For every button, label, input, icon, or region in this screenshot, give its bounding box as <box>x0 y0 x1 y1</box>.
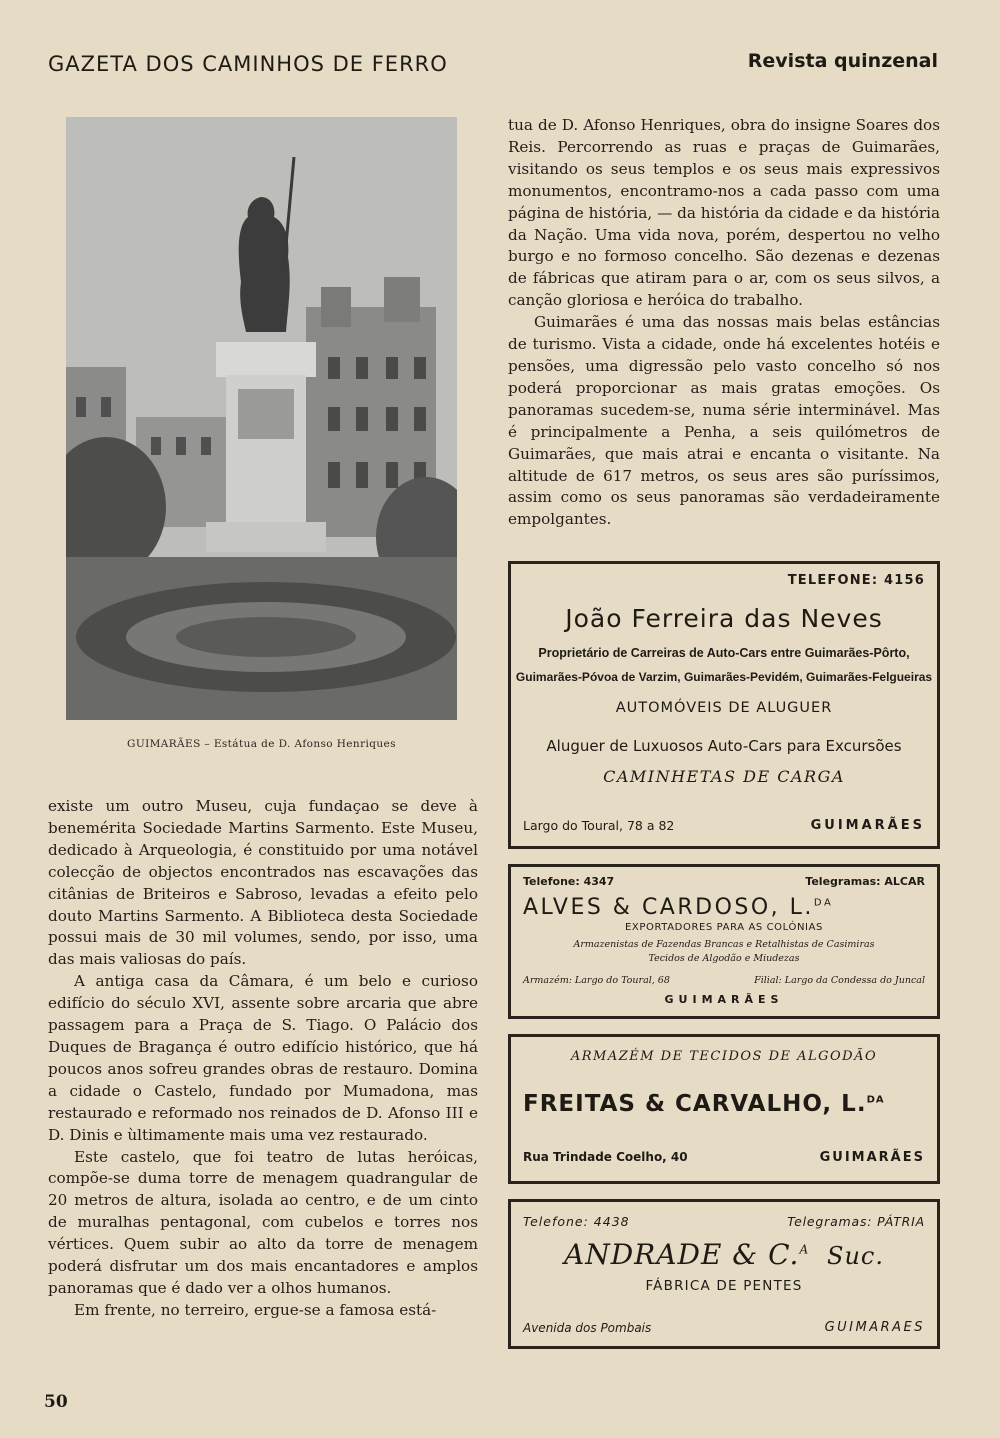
ad-freitas-carvalho <box>508 1034 940 1184</box>
page-number: 50 <box>44 1392 68 1412</box>
ad2-name-sup: DA <box>813 897 834 909</box>
ad1-line3: AUTOMÓVEIS DE ALUGUER <box>615 700 833 716</box>
ad3-name-sup: DA <box>866 1094 885 1106</box>
ad4-name <box>511 1238 937 1271</box>
ad1-line4: Aluguer de Luxuosos Auto-Cars para Excursões <box>546 737 902 755</box>
left-paragraph-4: Em frente, no terreiro, ergue-se a famosa está- <box>74 1300 437 1319</box>
ad2-line1: EXPORTADORES PARA AS COLÓNIAS <box>625 922 823 933</box>
ad1-address: Largo do Toural, 78 a 82 <box>523 818 675 833</box>
left-paragraph-2: A antiga casa da Câmara, é um belo e curioso edifício do século XVI, assente sobre arcaria que abre passagem para a Praça de S. Tiago. O Palácio dos Duques de Bragança é outro edifício histórico, que há poucos anos sofreu grandes obras de restauro. Domina a cidade o Castelo, fundado por Mumadona, mas restaurado e reformado nos reinados de D. Afonso III e D. Dinis e ùltimamente mais uma vez restaurado. <box>48 972 478 1144</box>
photo-caption: GUIMARÃES – Estátua de D. Afonso Henriques <box>127 738 396 750</box>
left-paragraph-1: existe um outro Museu, cuja fundaçao se deve à benemérita Sociedade Martins Sarmento. Este Museu, dedicado à Arqueologia, é constituido por uma notável colecção de objectos encontrados nas escavações das citânias de Briteiros e Sabroso, levadas a efeito pelo douto Martins Sarmento. A Biblioteca desta Sociedade possui mais de 30 mil volumes, sendo, por isso, uma das mais valiosas do país. <box>48 797 478 969</box>
ad2-phone: Telefone: 4347 <box>523 875 615 888</box>
ad-joao-ferreira <box>508 561 940 849</box>
ad2-name <box>523 895 833 920</box>
ad3-line1: ARMAZÉM DE TECIDOS DE ALGODÃO <box>570 1049 878 1064</box>
ad2-line3: Tecidos de Algodão e Miudezas <box>648 953 800 964</box>
right-column <box>508 115 940 531</box>
ad3-name-text: FREITAS & CARVALHO, L. <box>523 1091 867 1117</box>
ad2-warehouse: Armazém: Largo do Toural, 68 <box>523 975 670 986</box>
ad4-address: Avenida dos Pombais <box>523 1321 652 1335</box>
left-paragraph-3: Este castelo, que foi teatro de lutas heróicas, compõe-se duma torre de menagem quadrangular de 20 metros de altura, isolada ao centro, e de um cinto de muralhas pentagonal, com cubelos e torres nos vértices. Quem subir ao alto da torre de menagem poderá disfrutar um dos mais encantadores e amplos panoramas que é dado ver a olhos humanos. <box>48 1147 478 1297</box>
ad1-line1: Proprietário de Carreiras de Auto-Cars entre Guimarães-Pôrto, <box>538 646 910 660</box>
ad-alves-cardoso <box>508 864 940 1019</box>
ad4-name-text: ANDRADE & C. <box>564 1238 800 1271</box>
ad2-name-text: ALVES & CARDOSO, L. <box>523 895 814 920</box>
ad-andrade <box>508 1199 940 1349</box>
ad4-phone: Telefone: 4438 <box>523 1214 630 1229</box>
ad4-line1: FÁBRICA DE PENTES <box>645 1278 803 1294</box>
ad3-name <box>523 1091 885 1117</box>
ad2-line2: Armazenistas de Fazendas Brancas e Retalhistas de Casimiras <box>573 939 875 950</box>
ad4-city: GUIMARAES <box>824 1320 925 1335</box>
statue-photo <box>66 117 457 720</box>
ad2-branch: Filial: Largo da Condessa do Juncal <box>754 975 925 986</box>
page-header-subtitle: Revista quinzenal <box>747 50 938 72</box>
page-header-title: GAZETA DOS CAMINHOS DE FERRO <box>48 52 448 76</box>
ad1-phone: TELEFONE: 4156 <box>787 573 925 588</box>
ad1-line2: Guimarães-Póvoa de Varzim, Guimarães-Pevidém, Guimarães-Felgueiras <box>515 670 933 684</box>
left-column <box>48 796 478 1322</box>
ad3-city: GUIMARÃES <box>819 1150 925 1165</box>
right-paragraph-2: Guimarães é uma das nossas mais belas estâncias de turismo. Vista a cidade, onde há excelentes hotéis e pensões, uma digressão pelo vasto concelho só nos poderá proporcionar as mais gratas emoções. Os panoramas sucedem-se, numa série interminável. Mas é principalmente a Penha, a seis quilómetros de Guimarães, que mais atrai e encanta o visitante. Na altitude de 617 metros, os seus ares são puríssimos, assim como os seus panoramas são verdadeiramente empolgantes. <box>508 313 940 529</box>
ad1-city: GUIMARÃES <box>810 818 925 833</box>
ad4-name-sup: A <box>799 1242 810 1257</box>
ad1-name: João Ferreira das Neves <box>565 604 883 633</box>
right-paragraph-1: tua de D. Afonso Henriques, obra do insigne Soares dos Reis. Percorrendo as ruas e praças de Guimarães, visitando os seus templos e os seus mais expressivos monumentos, encontramo-nos a cada passo com uma página de história, — da história da cidade e da história da Nação. Uma vida nova, porém, despertou no velho burgo e no formoso concelho. São dezenas e dezenas de fábricas que atiram para o ar, com os seus silvos, a canção gloriosa e heróica do trabalho. <box>508 116 940 310</box>
ad2-telegram: Telegramas: ALCAR <box>805 875 925 888</box>
ad4-telegram: Telegramas: PÁTRIA <box>787 1214 925 1229</box>
ad4-name-suffix: Suc. <box>827 1242 884 1270</box>
ad1-line5: CAMINHETAS DE CARGA <box>603 767 845 786</box>
ad2-city: GUIMARÃES <box>664 993 784 1006</box>
ad3-address: Rua Trindade Coelho, 40 <box>523 1150 688 1164</box>
